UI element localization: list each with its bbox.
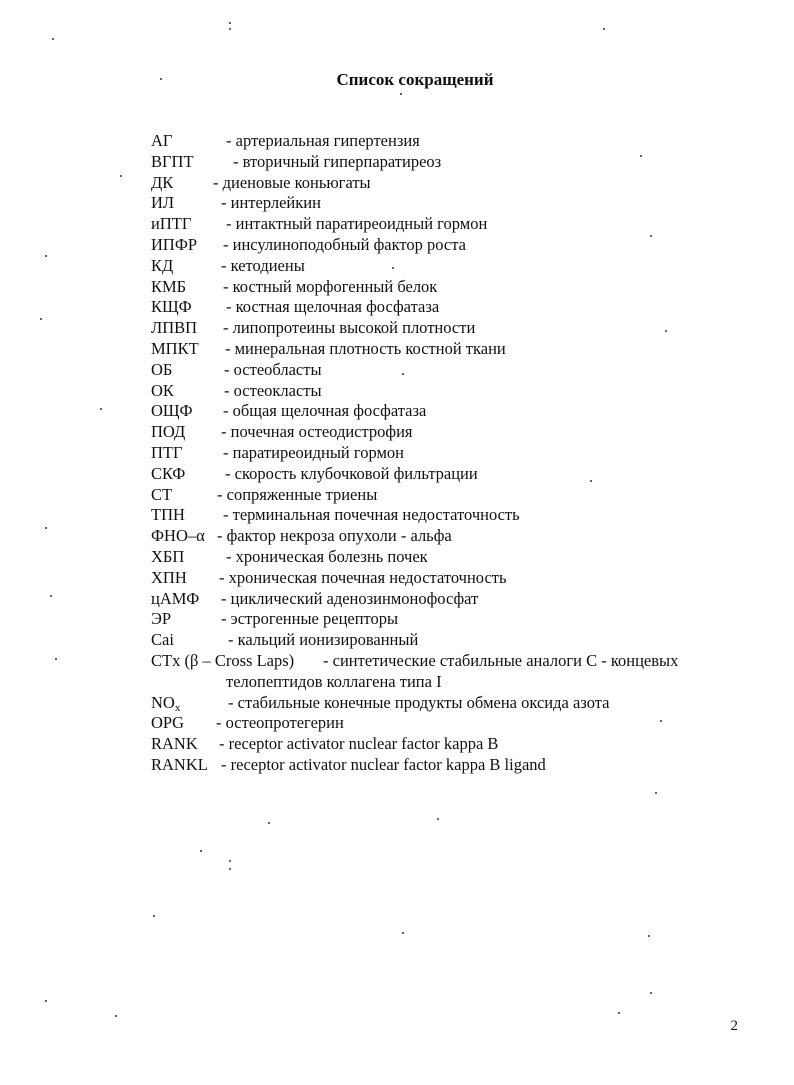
abbreviation-term (151, 464, 185, 485)
abbreviation-definition: - циклический аденозинмонофосфат (221, 588, 479, 608)
abbreviation-term-text: CTx (β – Cross Laps) (151, 650, 295, 670)
abbreviation-definition: - общая щелочная фосфатаза (223, 401, 427, 421)
abbreviation-definition: - костная щелочная фосфатаза (226, 297, 440, 317)
abbreviation-definition: - терминальная почечная недостаточность (223, 505, 520, 525)
page-number: 2 (730, 1018, 738, 1034)
scan-speck (437, 818, 439, 820)
abbreviation-term (151, 734, 198, 755)
abbreviation-term-text: ОБ (151, 359, 173, 379)
abbreviation-term-text: OPG (151, 713, 185, 733)
abbreviation-entry (151, 214, 751, 235)
abbreviation-term (151, 277, 186, 298)
abbreviation-term-text: ВГПТ (151, 151, 194, 171)
abbreviation-definition: - липопротеины высокой плотности (223, 318, 476, 338)
abbreviation-definition: - остеокласты (224, 380, 322, 400)
abbreviation-term (151, 589, 199, 610)
abbreviation-definition-continued: телопептидов коллагена типа I (226, 671, 442, 691)
abbreviation-entry (151, 505, 751, 526)
abbreviation-definition: - костный морфогенный белок (223, 276, 438, 296)
abbreviation-entry (151, 734, 751, 755)
abbreviation-term-text: ОК (151, 380, 174, 400)
abbreviation-entry (151, 526, 751, 547)
scan-speck (665, 330, 667, 332)
scan-speck (229, 22, 231, 24)
abbreviation-term-text: ЭР (151, 609, 172, 629)
abbreviation-term (151, 256, 173, 277)
abbreviation-term-text: ИЛ (151, 193, 175, 213)
abbreviation-entry (151, 360, 751, 381)
abbreviation-entry (151, 693, 751, 714)
abbreviation-term (151, 173, 173, 194)
scan-speck (45, 527, 47, 529)
abbreviation-entry (151, 568, 751, 589)
abbreviation-subscript: x (174, 701, 181, 714)
scan-speck (229, 28, 231, 30)
abbreviation-entry (151, 422, 751, 443)
abbreviation-definition: - диеновые коньюгаты (213, 172, 371, 192)
scan-speck (120, 175, 122, 177)
abbreviation-term (151, 297, 192, 318)
abbreviation-term-text: КМБ (151, 276, 187, 296)
abbreviation-list (151, 131, 751, 776)
abbreviation-term-text: ТПН (151, 505, 185, 525)
scan-speck (229, 860, 231, 862)
scan-speck (100, 408, 102, 410)
abbreviation-term (151, 235, 197, 256)
abbreviation-term-text: ЛПВП (151, 318, 198, 338)
abbreviation-term (151, 485, 172, 506)
abbreviation-definition: - фактор некроза опухоли - альфа (217, 526, 452, 546)
abbreviation-entry (151, 401, 751, 422)
abbreviation-term-text: ОЩФ (151, 401, 193, 421)
abbreviation-definition: - эстрогенные рецепторы (221, 609, 399, 629)
abbreviation-term-text: ДК (151, 172, 174, 192)
abbreviation-definition: - хроническая почечная недостаточность (219, 567, 507, 587)
scan-speck (52, 38, 54, 40)
abbreviation-term-text: ПОД (151, 422, 186, 442)
scan-speck (603, 28, 605, 30)
abbreviation-term (151, 547, 184, 568)
scan-speck (115, 1015, 117, 1017)
abbreviation-entry (151, 152, 751, 173)
abbreviation-term (151, 693, 180, 714)
abbreviation-entry (151, 609, 751, 630)
abbreviation-term-text: NO (151, 692, 175, 712)
scan-speck (402, 373, 404, 375)
scan-speck (229, 868, 231, 870)
abbreviation-term-text: МПКТ (151, 338, 199, 358)
abbreviation-entry (151, 173, 751, 194)
abbreviation-term-text: ИПФР (151, 234, 198, 254)
abbreviation-entry (151, 755, 751, 776)
abbreviation-definition: - кальций ионизированный (228, 630, 419, 650)
scan-speck (40, 318, 42, 320)
abbreviation-term (151, 193, 174, 214)
abbreviation-definition: - остеопротегерин (216, 713, 344, 733)
abbreviation-term-text: RANK (151, 734, 198, 754)
abbreviation-term (151, 443, 183, 464)
abbreviation-term-text: СКФ (151, 463, 186, 483)
abbreviation-definition: - паратиреоидный гормон (223, 442, 405, 462)
abbreviation-term (151, 568, 187, 589)
abbreviation-term (151, 755, 208, 776)
abbreviation-definition: - синтетические стабильные аналоги С - концевых (323, 650, 679, 670)
scan-speck (640, 155, 642, 157)
abbreviation-term (151, 422, 185, 443)
scan-speck (268, 822, 270, 824)
abbreviation-definition: - артериальная гипертензия (226, 131, 420, 150)
abbreviation-term (151, 131, 172, 152)
abbreviation-term (151, 526, 205, 547)
abbreviation-term (151, 214, 191, 235)
scan-speck (400, 93, 402, 95)
scan-speck (160, 78, 162, 80)
abbreviation-entry (151, 131, 751, 152)
scan-speck (153, 915, 155, 917)
abbreviation-term-text: ПТГ (151, 442, 183, 462)
abbreviation-entry (151, 630, 751, 651)
abbreviation-entry (151, 277, 751, 298)
abbreviation-entry (151, 713, 751, 734)
abbreviation-term (151, 360, 172, 381)
scan-speck (590, 480, 592, 482)
abbreviation-term-text: иПТГ (151, 214, 192, 234)
abbreviation-entry (151, 485, 751, 506)
abbreviation-entry (151, 256, 751, 277)
scan-speck (660, 720, 662, 722)
abbreviation-entry (151, 381, 751, 402)
scan-speck (45, 1000, 47, 1002)
abbreviation-term (151, 609, 171, 630)
abbreviation-entry (151, 193, 751, 214)
abbreviation-term-text: RANKL (151, 754, 208, 774)
abbreviation-term (151, 318, 197, 339)
scan-speck (200, 850, 202, 852)
abbreviation-term-text: КЩФ (151, 297, 192, 317)
abbreviation-entry (151, 297, 751, 318)
abbreviation-definition: - остеобласты (224, 359, 322, 379)
abbreviation-definition: - минеральная плотность костной ткани (225, 338, 506, 358)
abbreviation-term-text: ХПН (151, 567, 187, 587)
abbreviation-definition: - receptor activator nuclear factor kappa B ligand (221, 754, 546, 774)
abbreviation-term (151, 339, 199, 360)
abbreviation-definition: - receptor activator nuclear factor kappa B (219, 734, 499, 754)
abbreviation-definition: - хроническая болезнь почек (226, 546, 428, 566)
abbreviation-definition: - почечная остеодистрофия (221, 422, 413, 442)
abbreviation-entry (151, 318, 751, 339)
scan-speck (655, 792, 657, 794)
abbreviation-entry (151, 651, 751, 693)
abbreviation-definition: - скорость клубочковой фильтрации (225, 463, 478, 483)
scan-speck (45, 255, 47, 257)
abbreviation-term (151, 401, 193, 422)
abbreviation-term-text: цАМФ (151, 588, 200, 608)
abbreviation-definition: - сопряженные триены (217, 484, 378, 504)
scan-speck (618, 1012, 620, 1014)
abbreviation-term-text: Cai (151, 630, 174, 650)
abbreviation-term-text: ХБП (151, 546, 185, 566)
abbreviation-term (151, 505, 185, 526)
abbreviation-entry (151, 589, 751, 610)
abbreviation-term (151, 152, 194, 173)
scan-speck (402, 932, 404, 934)
abbreviation-entry (151, 235, 751, 256)
abbreviation-entry (151, 464, 751, 485)
scan-speck (650, 235, 652, 237)
abbreviation-entry (151, 443, 751, 464)
page-title: Список сокращений (336, 70, 494, 89)
scan-speck (50, 595, 52, 597)
scan-speck (392, 267, 394, 269)
abbreviation-term (151, 713, 184, 734)
abbreviation-definition: - вторичный гиперпаратиреоз (233, 151, 442, 171)
abbreviation-term-text: АГ (151, 131, 173, 150)
abbreviation-term (151, 381, 174, 402)
abbreviation-definition: - интерлейкин (221, 193, 321, 213)
scan-speck (650, 992, 652, 994)
abbreviation-definition: - инсулиноподобный фактор роста (223, 234, 466, 254)
abbreviation-definition: - стабильные конечные продукты обмена оксида азота (228, 692, 610, 712)
scan-speck (648, 935, 650, 937)
abbreviation-term-text: КД (151, 255, 174, 275)
abbreviation-entry (151, 547, 751, 568)
scan-speck (55, 658, 57, 660)
abbreviation-term-text: ФНО–α (151, 526, 205, 546)
abbreviation-term (151, 630, 174, 651)
abbreviation-entry (151, 339, 751, 360)
abbreviation-definition: - интактный паратиреоидный гормон (226, 214, 488, 234)
abbreviation-term (151, 651, 294, 672)
abbreviation-definition: - кетодиены (221, 255, 305, 275)
abbreviation-term-text: СТ (151, 484, 173, 504)
